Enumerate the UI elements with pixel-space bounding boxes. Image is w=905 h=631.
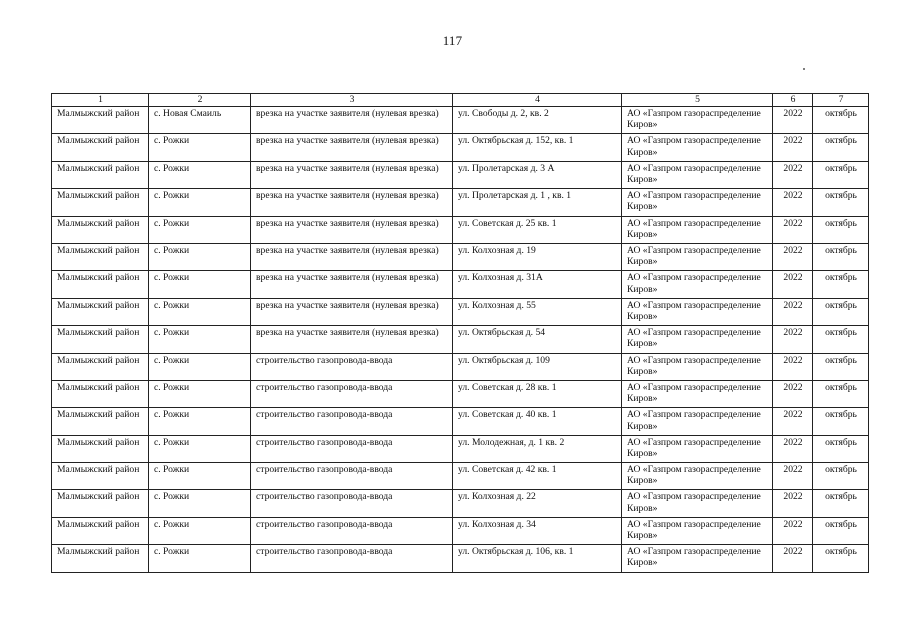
month-cell: октябрь <box>813 326 869 353</box>
address-cell: ул. Колхозная д. 55 <box>453 298 622 325</box>
district-cell: Малмыжский район <box>52 435 149 462</box>
district-cell: Малмыжский район <box>52 545 149 572</box>
contractor-cell: АО «Газпром газораспределение Киров» <box>622 216 773 243</box>
settlement-cell: с. Рожки <box>149 545 251 572</box>
month-cell: октябрь <box>813 490 869 517</box>
column-header-2: 2 <box>149 94 251 107</box>
column-header-3: 3 <box>251 94 453 107</box>
contractor-cell: АО «Газпром газораспределение Киров» <box>622 490 773 517</box>
district-cell: Малмыжский район <box>52 463 149 490</box>
address-cell: ул. Октябрьская д. 152, кв. 1 <box>453 134 622 161</box>
contractor-cell: АО «Газпром газораспределение Киров» <box>622 353 773 380</box>
address-cell: ул. Свободы д. 2, кв. 2 <box>453 107 622 134</box>
table-row <box>52 408 869 435</box>
scan-speck <box>803 68 805 70</box>
work-type-cell: врезка на участке заявителя (нулевая врезка) <box>251 243 453 270</box>
table-row <box>52 490 869 517</box>
district-cell: Малмыжский район <box>52 298 149 325</box>
district-cell: Малмыжский район <box>52 490 149 517</box>
table-row <box>52 107 869 134</box>
work-type-cell: врезка на участке заявителя (нулевая врезка) <box>251 161 453 188</box>
month-cell: октябрь <box>813 408 869 435</box>
work-type-cell: врезка на участке заявителя (нулевая врезка) <box>251 216 453 243</box>
district-cell: Малмыжский район <box>52 161 149 188</box>
table-row <box>52 243 869 270</box>
address-cell: ул. Колхозная д. 19 <box>453 243 622 270</box>
table-row <box>52 161 869 188</box>
address-cell: ул. Советская д. 28 кв. 1 <box>453 380 622 407</box>
settlement-cell: с. Рожки <box>149 161 251 188</box>
year-cell: 2022 <box>773 216 813 243</box>
district-cell: Малмыжский район <box>52 243 149 270</box>
district-cell: Малмыжский район <box>52 271 149 298</box>
year-cell: 2022 <box>773 243 813 270</box>
settlement-cell: с. Рожки <box>149 490 251 517</box>
district-cell: Малмыжский район <box>52 517 149 544</box>
table-row <box>52 189 869 216</box>
year-cell: 2022 <box>773 517 813 544</box>
address-cell: ул. Советская д. 40 кв. 1 <box>453 408 622 435</box>
district-cell: Малмыжский район <box>52 326 149 353</box>
year-cell: 2022 <box>773 353 813 380</box>
year-cell: 2022 <box>773 326 813 353</box>
contractor-cell: АО «Газпром газораспределение Киров» <box>622 271 773 298</box>
address-cell: ул. Советская д. 42 кв. 1 <box>453 463 622 490</box>
year-cell: 2022 <box>773 189 813 216</box>
work-type-cell: строительство газопровода-ввода <box>251 380 453 407</box>
district-cell: Малмыжский район <box>52 408 149 435</box>
district-cell: Малмыжский район <box>52 134 149 161</box>
month-cell: октябрь <box>813 271 869 298</box>
table-row <box>52 298 869 325</box>
month-cell: октябрь <box>813 189 869 216</box>
contractor-cell: АО «Газпром газораспределение Киров» <box>622 298 773 325</box>
table-row <box>52 545 869 572</box>
settlement-cell: с. Рожки <box>149 271 251 298</box>
year-cell: 2022 <box>773 271 813 298</box>
settlement-cell: с. Рожки <box>149 216 251 243</box>
table-row <box>52 463 869 490</box>
year-cell: 2022 <box>773 134 813 161</box>
address-cell: ул. Октябрьская д. 109 <box>453 353 622 380</box>
settlement-cell: с. Рожки <box>149 517 251 544</box>
column-header-7: 7 <box>813 94 869 107</box>
table-row <box>52 326 869 353</box>
work-type-cell: врезка на участке заявителя (нулевая врезка) <box>251 134 453 161</box>
year-cell: 2022 <box>773 380 813 407</box>
work-type-cell: строительство газопровода-ввода <box>251 408 453 435</box>
settlement-cell: с. Рожки <box>149 298 251 325</box>
table-row <box>52 271 869 298</box>
column-header-6: 6 <box>773 94 813 107</box>
column-header-4: 4 <box>453 94 622 107</box>
settlement-cell: с. Рожки <box>149 380 251 407</box>
district-cell: Малмыжский район <box>52 107 149 134</box>
settlement-cell: с. Рожки <box>149 408 251 435</box>
month-cell: октябрь <box>813 517 869 544</box>
month-cell: октябрь <box>813 380 869 407</box>
settlement-cell: с. Рожки <box>149 353 251 380</box>
year-cell: 2022 <box>773 435 813 462</box>
settlement-cell: с. Рожки <box>149 189 251 216</box>
work-type-cell: строительство газопровода-ввода <box>251 517 453 544</box>
address-cell: ул. Пролетарская д. 3 А <box>453 161 622 188</box>
year-cell: 2022 <box>773 107 813 134</box>
settlement-cell: с. Рожки <box>149 326 251 353</box>
work-type-cell: строительство газопровода-ввода <box>251 353 453 380</box>
column-header-1: 1 <box>52 94 149 107</box>
year-cell: 2022 <box>773 408 813 435</box>
table-header <box>52 94 869 107</box>
month-cell: октябрь <box>813 107 869 134</box>
contractor-cell: АО «Газпром газораспределение Киров» <box>622 134 773 161</box>
month-cell: октябрь <box>813 216 869 243</box>
contractor-cell: АО «Газпром газораспределение Киров» <box>622 408 773 435</box>
gas-connection-table <box>51 93 869 573</box>
column-header-5: 5 <box>622 94 773 107</box>
month-cell: октябрь <box>813 435 869 462</box>
address-cell: ул. Советская д. 25 кв. 1 <box>453 216 622 243</box>
year-cell: 2022 <box>773 161 813 188</box>
month-cell: октябрь <box>813 463 869 490</box>
work-type-cell: врезка на участке заявителя (нулевая врезка) <box>251 326 453 353</box>
year-cell: 2022 <box>773 545 813 572</box>
month-cell: октябрь <box>813 161 869 188</box>
contractor-cell: АО «Газпром газораспределение Киров» <box>622 161 773 188</box>
table-row <box>52 216 869 243</box>
month-cell: октябрь <box>813 298 869 325</box>
column-number-row <box>52 94 869 107</box>
address-cell: ул. Молодежная, д. 1 кв. 2 <box>453 435 622 462</box>
month-cell: октябрь <box>813 353 869 380</box>
work-type-cell: врезка на участке заявителя (нулевая врезка) <box>251 271 453 298</box>
table-row <box>52 380 869 407</box>
contractor-cell: АО «Газпром газораспределение Киров» <box>622 435 773 462</box>
month-cell: октябрь <box>813 545 869 572</box>
district-cell: Малмыжский район <box>52 353 149 380</box>
year-cell: 2022 <box>773 463 813 490</box>
settlement-cell: с. Рожки <box>149 134 251 161</box>
month-cell: октябрь <box>813 134 869 161</box>
table-row <box>52 353 869 380</box>
district-cell: Малмыжский район <box>52 380 149 407</box>
district-cell: Малмыжский район <box>52 189 149 216</box>
contractor-cell: АО «Газпром газораспределение Киров» <box>622 545 773 572</box>
contractor-cell: АО «Газпром газораспределение Киров» <box>622 380 773 407</box>
table-body <box>52 107 869 573</box>
address-cell: ул. Пролетарская д. 1 , кв. 1 <box>453 189 622 216</box>
address-cell: ул. Колхозная д. 31А <box>453 271 622 298</box>
work-type-cell: строительство газопровода-ввода <box>251 463 453 490</box>
table-row <box>52 517 869 544</box>
contractor-cell: АО «Газпром газораспределение Киров» <box>622 326 773 353</box>
address-cell: ул. Колхозная д. 34 <box>453 517 622 544</box>
table-row <box>52 435 869 462</box>
year-cell: 2022 <box>773 490 813 517</box>
work-type-cell: врезка на участке заявителя (нулевая врезка) <box>251 298 453 325</box>
settlement-cell: с. Рожки <box>149 463 251 490</box>
contractor-cell: АО «Газпром газораспределение Киров» <box>622 107 773 134</box>
year-cell: 2022 <box>773 298 813 325</box>
contractor-cell: АО «Газпром газораспределение Киров» <box>622 517 773 544</box>
month-cell: октябрь <box>813 243 869 270</box>
address-cell: ул. Колхозная д. 22 <box>453 490 622 517</box>
work-type-cell: строительство газопровода-ввода <box>251 435 453 462</box>
settlement-cell: с. Рожки <box>149 243 251 270</box>
page-number: 117 <box>442 33 463 48</box>
address-cell: ул. Октябрьская д. 106, кв. 1 <box>453 545 622 572</box>
contractor-cell: АО «Газпром газораспределение Киров» <box>622 463 773 490</box>
work-type-cell: врезка на участке заявителя (нулевая врезка) <box>251 107 453 134</box>
work-type-cell: строительство газопровода-ввода <box>251 490 453 517</box>
contractor-cell: АО «Газпром газораспределение Киров» <box>622 243 773 270</box>
settlement-cell: с. Новая Смаиль <box>149 107 251 134</box>
contractor-cell: АО «Газпром газораспределение Киров» <box>622 189 773 216</box>
settlement-cell: с. Рожки <box>149 435 251 462</box>
work-type-cell: строительство газопровода-ввода <box>251 545 453 572</box>
district-cell: Малмыжский район <box>52 216 149 243</box>
address-cell: ул. Октябрьская д. 54 <box>453 326 622 353</box>
work-type-cell: врезка на участке заявителя (нулевая врезка) <box>251 189 453 216</box>
table-row <box>52 134 869 161</box>
